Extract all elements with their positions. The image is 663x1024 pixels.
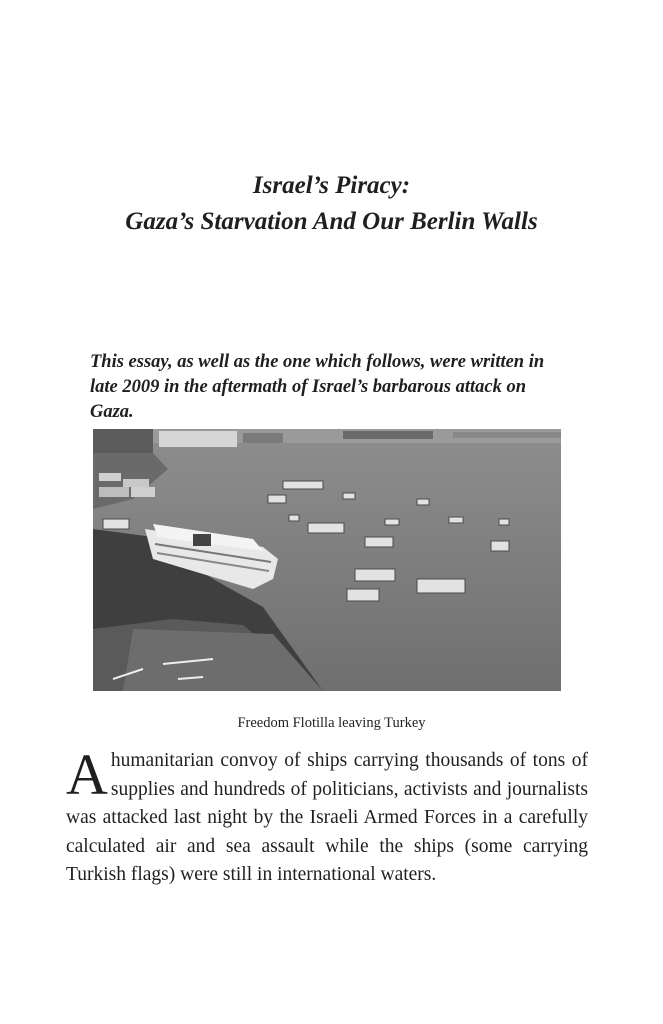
chapter-title-line-2: Gaza’s Starvation And Our Berlin Walls	[125, 208, 538, 235]
body-paragraph-text: humanitarian convoy of ships carrying thousands of tons of supplies and hundreds of politicians, activists and journalists was attacked last night by the Israeli Armed Forces in a carefully calculated air and sea assault while the ships (some carrying Turkish flags) were still in international waters.	[66, 750, 588, 885]
chapter-title-line-1: Israel’s Piracy:	[252, 172, 411, 199]
photo-caption: Freedom Flotilla leaving Turkey	[237, 715, 426, 731]
drop-cap: A	[66, 742, 108, 807]
chapter-title	[0, 168, 663, 240]
flotilla-photo	[93, 429, 561, 691]
intro-paragraph: This essay, as well as the one which follows, were written in late 2009 in the aftermath of Israel’s barbarous attack on Gaza.	[90, 352, 545, 422]
body-paragraph	[66, 742, 588, 890]
harbor-illustration	[93, 429, 561, 691]
